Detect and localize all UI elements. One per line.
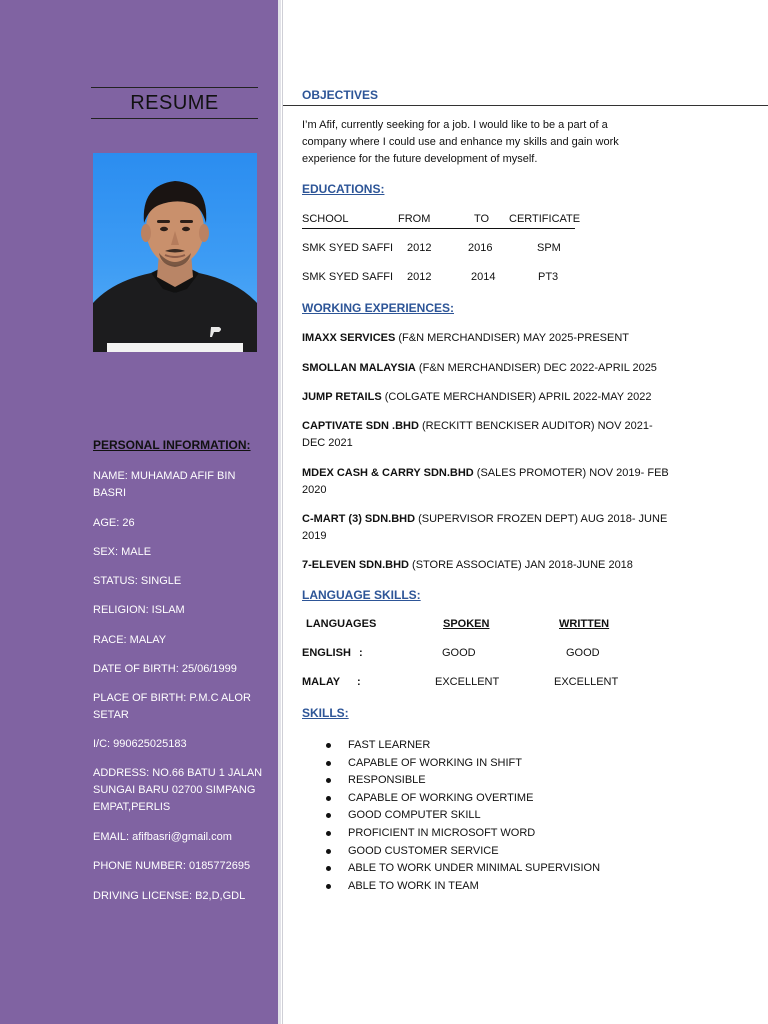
personal-status: STATUS: SINGLE — [93, 575, 182, 587]
job-company: IMAXX SERVICES — [302, 332, 396, 344]
lang-separator: : — [357, 676, 361, 688]
objectives-rule — [283, 105, 768, 106]
bullet-icon — [326, 743, 331, 748]
lang-spoken: EXCELLENT — [435, 676, 500, 688]
personal-ic: I/C: 990625025183 — [93, 738, 187, 750]
personal-sex: SEX: MALE — [93, 546, 152, 558]
job-company: MDEX CASH & CARRY SDN.BHD — [302, 467, 474, 479]
edu-row-from: 2012 — [407, 271, 432, 283]
personal-license: DRIVING LICENSE: B2,D,GDL — [93, 890, 246, 902]
skill-item — [302, 737, 600, 755]
job-entry — [302, 360, 672, 377]
edu-col-school: SCHOOL — [302, 213, 349, 225]
lang-written: EXCELLENT — [554, 676, 619, 688]
edu-row-certificate: SPM — [537, 242, 561, 254]
lang-col-languages: LANGUAGES — [306, 618, 377, 630]
edu-row-to: 2014 — [471, 271, 496, 283]
objectives-heading: OBJECTIVES — [302, 88, 379, 102]
personal-race: RACE: MALAY — [93, 634, 167, 646]
job-company: SMOLLAN MALAYSIA — [302, 362, 416, 374]
skill-label: ABLE TO WORK UNDER MINIMAL SUPERVISION — [348, 862, 601, 875]
job-detail: (RECKITT BENCKISER AUDITOR) NOV 2021-DEC 2021 — [302, 420, 653, 449]
skill-item — [302, 825, 600, 843]
edu-col-certificate: CERTIFICATE — [509, 213, 581, 225]
job-company: 7-ELEVEN SDN.BHD — [302, 559, 409, 571]
job-detail: (SALES PROMOTER) NOV 2019- FEB 2020 — [302, 467, 669, 496]
job-detail: (F&N MERCHANDISER) MAY 2025-PRESENT — [395, 332, 630, 344]
page-divider-line — [282, 0, 283, 1024]
edu-row-from: 2012 — [407, 242, 432, 254]
personal-pob: PLACE OF BIRTH: P.M.C ALOR SETAR — [93, 692, 251, 721]
skills-list — [302, 737, 600, 895]
job-entry — [302, 557, 672, 574]
edu-col-to: TO — [474, 213, 490, 225]
job-company: JUMP RETAILS — [302, 391, 382, 403]
skill-label: PROFICIENT IN MICROSOFT WORD — [348, 826, 536, 839]
edu-header-underline — [302, 228, 575, 229]
skills-heading: SKILLS: — [302, 706, 349, 720]
personal-religion: RELIGION: ISLAM — [93, 604, 185, 616]
bullet-icon — [326, 849, 331, 854]
job-detail: (STORE ASSOCIATE) JAN 2018-JUNE 2018 — [408, 559, 633, 571]
job-detail: (F&N MERCHANDISER) DEC 2022-APRIL 2025 — [415, 362, 657, 374]
skill-item — [302, 772, 600, 790]
skill-label: GOOD CUSTOMER SERVICE — [348, 844, 499, 857]
personal-info-heading: PERSONAL INFORMATION: — [93, 438, 251, 452]
skill-item — [302, 878, 600, 896]
language-heading: LANGUAGE SKILLS: — [302, 588, 421, 602]
lang-name: ENGLISH — [302, 647, 351, 659]
edu-row-school: SMK SYED SAFFI — [302, 242, 394, 254]
lang-name: MALAY — [302, 676, 341, 688]
bullet-icon — [326, 778, 331, 783]
bullet-icon — [326, 884, 331, 889]
skill-label: CAPABLE OF WORKING OVERTIME — [348, 791, 534, 804]
job-entry — [302, 389, 672, 406]
lang-col-written: WRITTEN — [559, 618, 610, 630]
personal-address: ADDRESS: NO.66 BATU 1 JALAN SUNGAI BARU 02700 SIMPANG EMPAT,PERLIS — [93, 767, 263, 813]
job-entry — [302, 511, 672, 545]
lang-separator: : — [359, 647, 363, 659]
lang-col-spoken: SPOKEN — [443, 618, 490, 630]
bullet-icon — [326, 831, 331, 836]
personal-phone: PHONE NUMBER: 0185772695 — [93, 860, 251, 872]
personal-email: EMAIL: afifbasri@gmail.com — [93, 831, 232, 843]
edu-row-to: 2016 — [468, 242, 493, 254]
personal-name: NAME: MUHAMAD AFIF BIN BASRI — [93, 470, 236, 499]
objectives-text: I’m Afif, currently seeking for a job. I would like to be a part of a company where I could use and enhance my skills and gain work experience for the future development of myself. — [302, 119, 619, 165]
edu-row-certificate: PT3 — [538, 271, 559, 283]
skill-item — [302, 843, 600, 861]
job-entry — [302, 465, 672, 499]
page-divider — [278, 0, 281, 1024]
personal-dob: DATE OF BIRTH: 25/06/1999 — [93, 663, 237, 675]
job-company: CAPTIVATE SDN .BHD — [302, 420, 419, 432]
skill-label: ABLE TO WORK IN TEAM — [348, 879, 479, 892]
job-entry — [302, 418, 672, 452]
bullet-icon — [326, 796, 331, 801]
job-detail: (COLGATE MERCHANDISER) APRIL 2022-MAY 2022 — [381, 391, 652, 403]
lang-written: GOOD — [566, 647, 600, 659]
skill-item — [302, 755, 600, 773]
skill-label: CAPABLE OF WORKING IN SHIFT — [348, 756, 522, 769]
resume-title: RESUME — [91, 87, 258, 119]
bullet-icon — [326, 813, 331, 818]
skill-label: RESPONSIBLE — [348, 774, 426, 787]
skill-item — [302, 807, 600, 825]
bullet-icon — [326, 866, 331, 871]
education-heading: EDUCATIONS: — [302, 182, 385, 196]
job-detail: (SUPERVISOR FROZEN DEPT) AUG 2018- JUNE 2019 — [302, 513, 668, 542]
skill-label: GOOD COMPUTER SKILL — [348, 809, 481, 822]
skill-label: FAST LEARNER — [348, 739, 431, 751]
lang-spoken: GOOD — [442, 647, 476, 659]
bullet-icon — [326, 761, 331, 766]
personal-age: AGE: 26 — [93, 517, 135, 529]
edu-row-school: SMK SYED SAFFI — [302, 271, 394, 283]
job-entry — [302, 330, 672, 347]
profile-photo — [93, 153, 257, 352]
edu-col-from: FROM — [398, 213, 431, 225]
skill-item — [302, 790, 600, 808]
work-heading: WORKING EXPERIENCES: — [302, 301, 455, 315]
job-company: C-MART (3) SDN.BHD — [302, 513, 416, 525]
skill-item — [302, 860, 600, 878]
